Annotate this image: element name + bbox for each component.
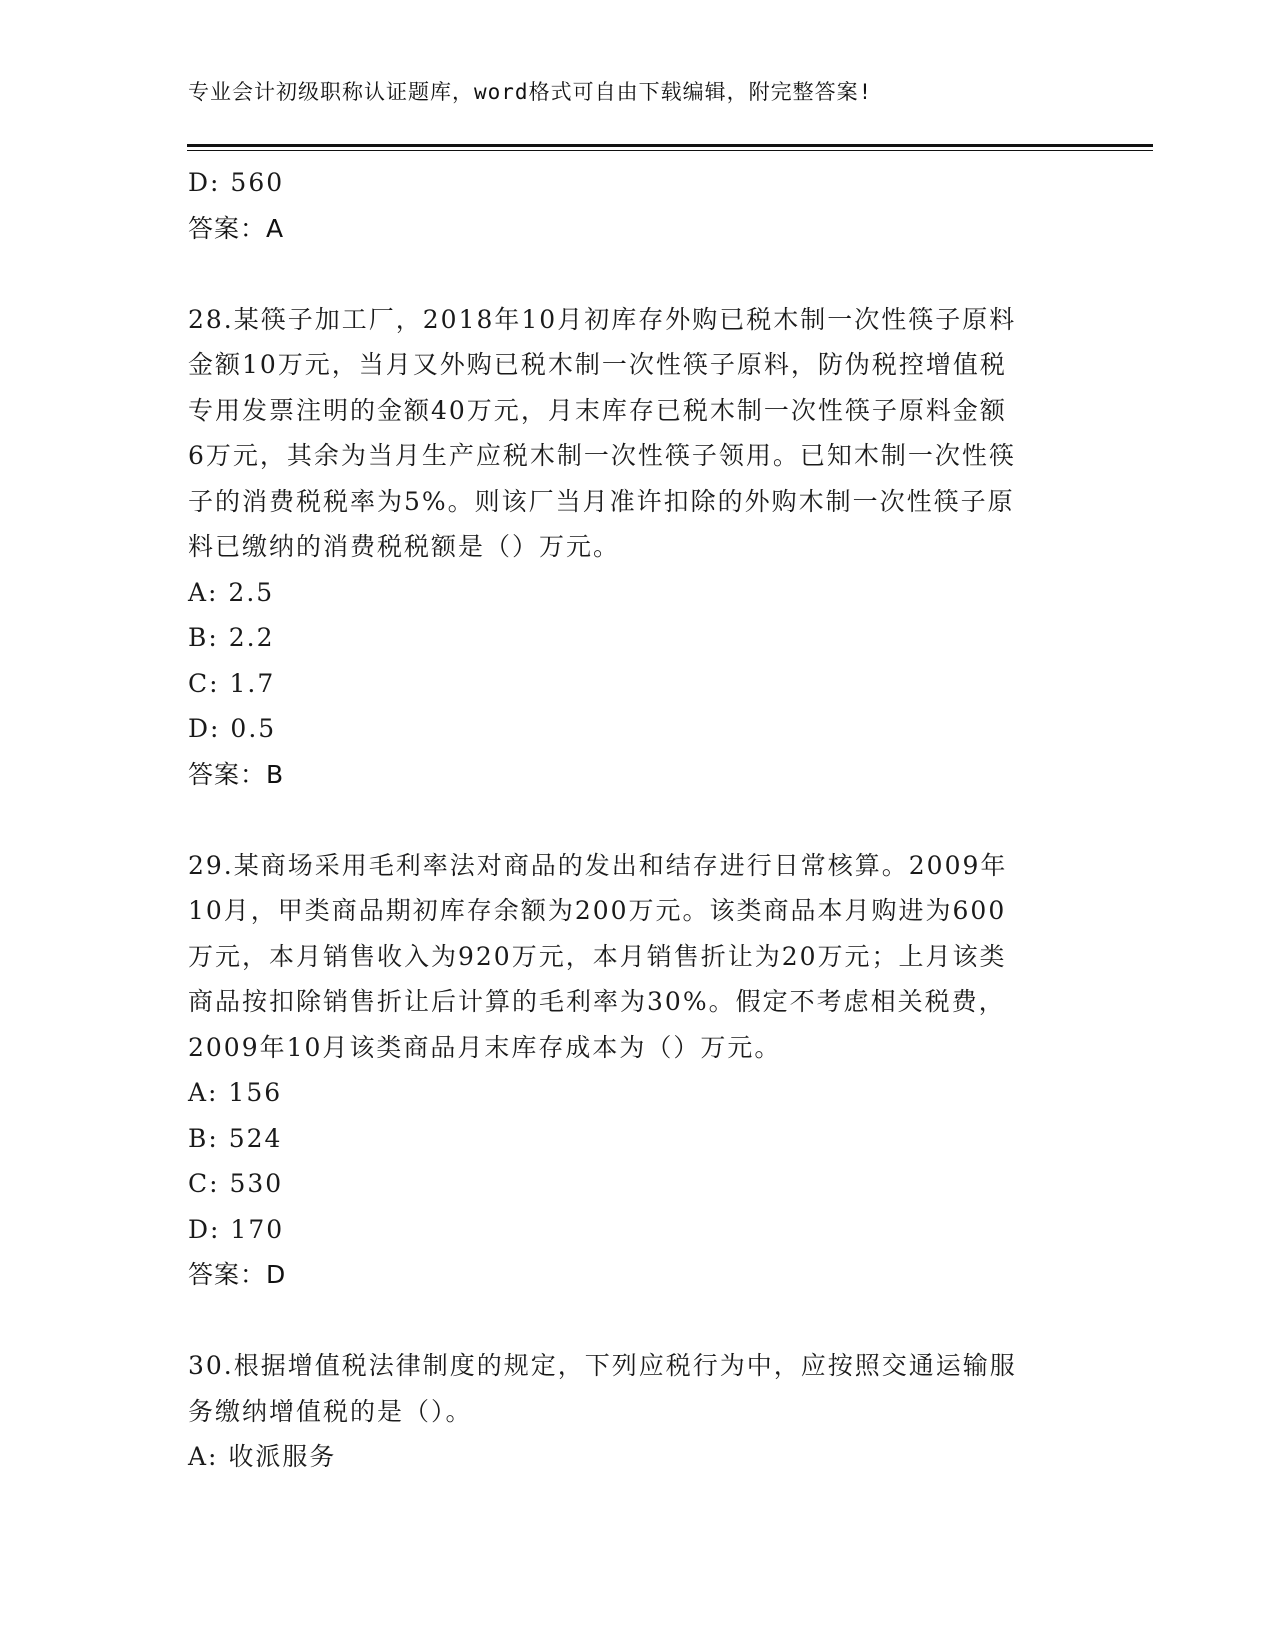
question-stem-line: 2009年10月该类商品月末库存成本为（）万元。 — [188, 1032, 782, 1062]
question-28 — [188, 297, 1088, 798]
answer-label: 答案：D — [188, 1260, 287, 1289]
question-stem-line: 商品按扣除销售折让后计算的毛利率为30%。假定不考虑相关税费， — [188, 987, 1006, 1016]
option-a: A: 2.5 — [188, 577, 275, 607]
question-stem-line: 30.根据增值税法律制度的规定，下列应税行为中，应按照交通运输服 — [188, 1351, 1017, 1380]
question-stem-line: 28.某筷子加工厂，2018年10月初库存外购已税木制一次性筷子原料 — [188, 304, 1017, 334]
option-b: B: 2.2 — [188, 623, 275, 652]
option-d: D: 170 — [188, 1214, 285, 1244]
option-c: C: 530 — [188, 1169, 284, 1198]
option-a: A: 收派服务 — [188, 1442, 337, 1471]
question-stem-line: 料已缴纳的消费税税额是（）万元。 — [188, 532, 621, 561]
question-stem-line: 10月，甲类商品期初库存余额为200万元。该类商品本月购进为600 — [188, 896, 1007, 925]
header-divider-thick — [187, 144, 1153, 147]
question-stem-line: 金额10万元，当月又外购已税木制一次性筷子原料，防伪税控增值税 — [188, 350, 1007, 379]
option-c: C: 1.7 — [188, 668, 276, 698]
question-30 — [188, 1343, 1088, 1480]
option-d: D: 0.5 — [188, 714, 277, 743]
page-header: 专业会计初级职称认证题库，word格式可自由下载编辑，附完整答案! — [188, 80, 873, 104]
question-stem-line: 务缴纳增值税的是（）。 — [188, 1396, 473, 1426]
option-b: B: 524 — [188, 1123, 283, 1153]
header-divider-thin — [187, 150, 1153, 151]
question-29 — [188, 843, 1088, 1298]
question-stem-line: 万元，本月销售收入为920万元，本月销售折让为20万元；上月该类 — [188, 941, 1007, 971]
question-list — [188, 160, 1088, 1480]
question-stem-line: 子的消费税税率为5%。则该厂当月准许扣除的外购木制一次性筷子原 — [188, 486, 1015, 516]
spacer — [188, 251, 1088, 297]
spacer — [188, 1298, 1088, 1344]
question-stem-line: 专用发票注明的金额40万元，月末库存已税木制一次性筷子原料金额 — [188, 395, 1007, 425]
option-d: D: 560 — [188, 168, 285, 197]
option-a: A: 156 — [188, 1078, 283, 1107]
question-stem-line: 6万元，其余为当月生产应税木制一次性筷子领用。已知木制一次性筷 — [188, 441, 1016, 470]
answer-label: 答案：A — [188, 213, 285, 243]
answer-label: 答案：B — [188, 759, 285, 789]
spacer — [188, 797, 1088, 843]
question-stem-line: 29.某商场采用毛利率法对商品的发出和结存进行日常核算。2009年 — [188, 850, 1008, 880]
